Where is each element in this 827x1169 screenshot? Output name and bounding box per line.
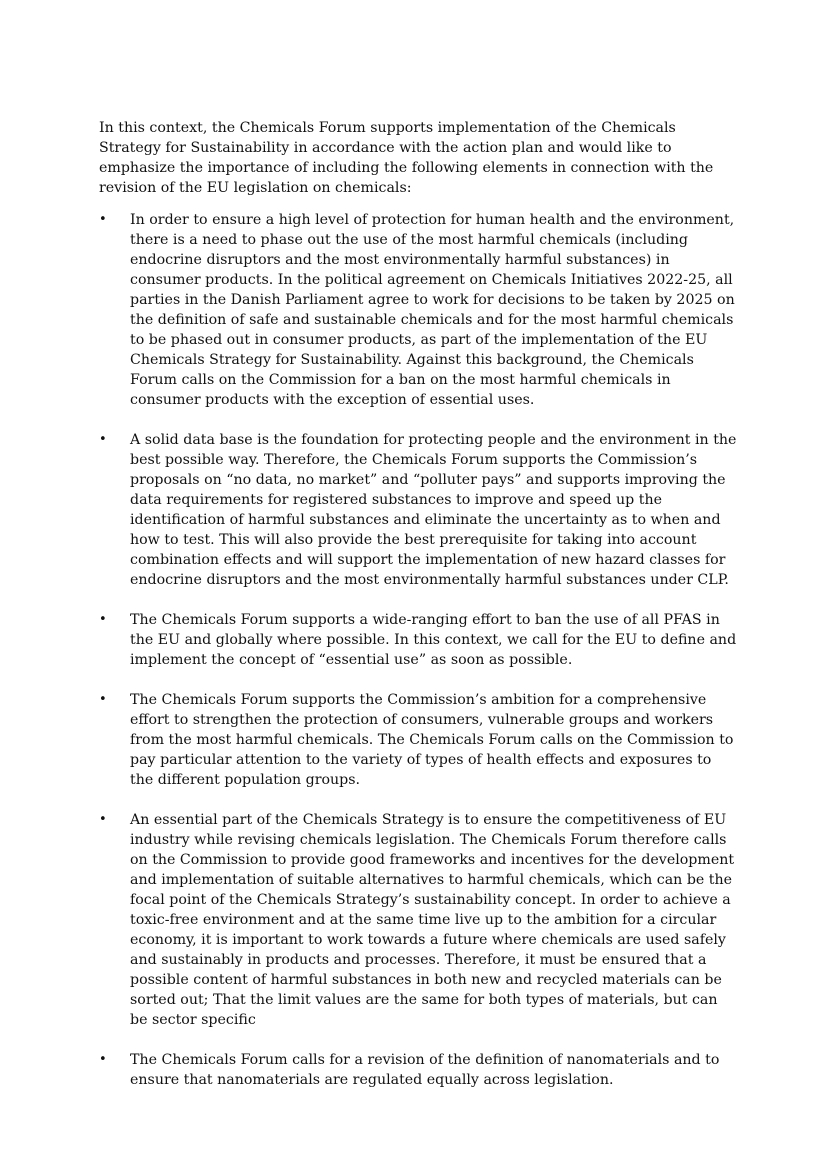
bullet-point-icon: • <box>99 692 107 707</box>
bullet-item-competitiveness <box>99 810 739 1030</box>
bullet-text: The Chemicals Forum calls for a revision of the definition of nanomaterials and to ensure that nanomaterials are regulated equally across legislation. <box>130 1052 720 1088</box>
bullet-item-pfas <box>99 610 739 670</box>
bullet-text: In order to ensure a high level of protection for human health and the environment, there is a need to phase out the use of the most harmful chemicals (including endocrine disruptors and the most environmentally harmful substances) in consumer products. In the political agreement on Chemicals Initiatives 2022-25, all parties in the Danish Parliament agree to work for decisions to be taken by 2025 on the definition of safe and sustainable chemicals and for the most harmful chemicals to be phased out in consumer products, as part of the implementation of the EU Chemicals Strategy for Sustainability. Against this background, the Chemicals Forum calls on the Commission for a ban on the most harmful chemicals in consumer products with the exception of essential uses. <box>130 212 735 408</box>
bullet-point-icon: • <box>99 432 107 447</box>
bullet-text: An essential part of the Chemicals Strategy is to ensure the competitiveness of EU industry while revising chemicals legislation. The Chemicals Forum therefore calls on the Commission to provide good frameworks and incentives for the development and implementation of suitable alternatives to harmful chemicals, which can be the focal point of the Chemicals Strategy’s sustainability concept. In order to achieve a toxic-free environment and at the same time live up to the ambition for a circular economy, it is important to work towards a future where chemicals are used safely and sustainably in products and processes. Therefore, it must be ensured that a possible content of harmful substances in both new and recycled materials can be sorted out; That the limit values are the same for both types of materials, but can be sector specific <box>130 812 735 1028</box>
bullet-text: The Chemicals Forum supports the Commission’s ambition for a comprehensive effort to strengthen the protection of consumers, vulnerable groups and workers from the most harmful chemicals. The Chemicals Forum calls on the Commission to pay particular attention to the variety of types of health effects and exposures to the different population groups. <box>130 692 734 788</box>
bullet-text: The Chemicals Forum supports a wide-ranging effort to ban the use of all PFAS in the EU and globally where possible. In this context, we call for the EU to define and implement the concept of “essential use” as soon as possible. <box>130 612 737 668</box>
bullet-item-protection <box>99 690 739 790</box>
bullet-item-nanomaterials <box>99 1050 739 1090</box>
bullet-point-icon: • <box>99 1052 107 1067</box>
bullet-point-icon: • <box>99 212 107 227</box>
bullet-point-icon: • <box>99 812 107 827</box>
bullet-item-data-base <box>99 430 739 590</box>
bullet-list <box>99 210 739 1110</box>
bullet-item-phase-out <box>99 210 739 410</box>
bullet-text: A solid data base is the foundation for protecting people and the environment in the best possible way. Therefore, the Chemicals Forum supports the Commission’s proposals on “no data, no market” and “polluter pays” and supports improving the data requirements for registered substances to improve and speed up the identification of harmful substances and eliminate the uncertainty as to when and how to test. This will also provide the best prerequisite for taking into account combination effects and will support the implementation of new hazard classes for endocrine disruptors and the most environmentally harmful substances under CLP. <box>130 432 737 588</box>
bullet-point-icon: • <box>99 612 107 627</box>
intro-paragraph: In this context, the Chemicals Forum supports implementation of the Chemicals Strategy for Sustainability in accordance with the action plan and would like to emphasize the importance of including the following elements in connection with the revision of the EU legislation on chemicals: <box>99 120 714 196</box>
